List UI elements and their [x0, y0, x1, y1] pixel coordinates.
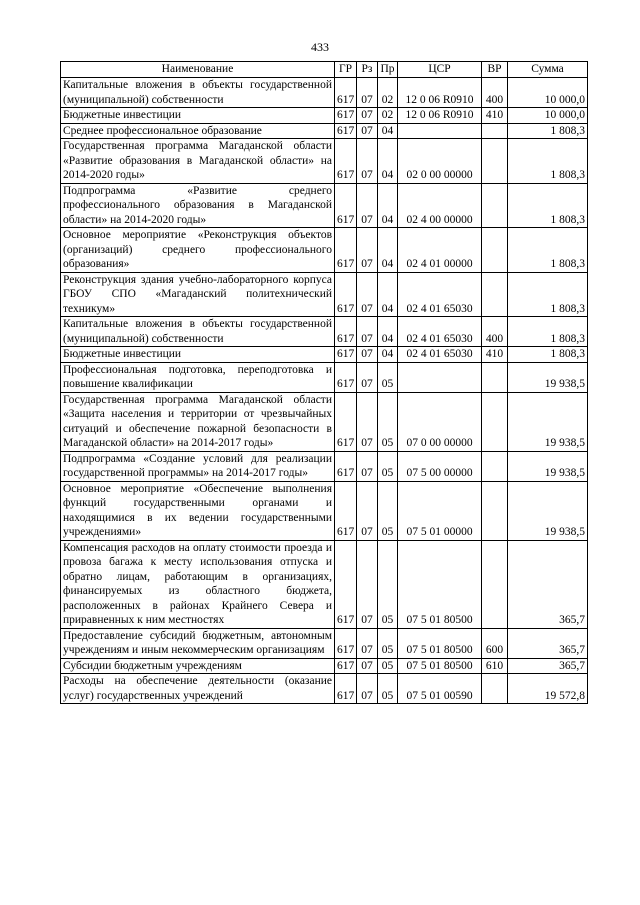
- cell-csr: 07 5 01 80500: [398, 540, 482, 628]
- cell-vr: [482, 362, 508, 392]
- cell-sum: 1 808,3: [508, 139, 588, 184]
- cell-sum: 10 000,0: [508, 78, 588, 108]
- cell-pr: 05: [378, 658, 398, 674]
- cell-rz: 07: [357, 78, 378, 108]
- cell-rz: 07: [357, 347, 378, 363]
- cell-sum: 1 808,3: [508, 272, 588, 317]
- table-row: [61, 228, 588, 273]
- cell-vr: 400: [482, 78, 508, 108]
- cell-csr: 02 4 01 65030: [398, 317, 482, 347]
- cell-vr: [482, 481, 508, 540]
- cell-csr: 02 4 01 65030: [398, 347, 482, 363]
- cell-vr: [482, 183, 508, 228]
- cell-gr: 617: [335, 139, 357, 184]
- cell-gr: 617: [335, 228, 357, 273]
- cell-vr: 410: [482, 347, 508, 363]
- header-rz: Рз: [357, 62, 378, 78]
- cell-rz: 07: [357, 392, 378, 451]
- cell-vr: [482, 228, 508, 273]
- cell-rz: 07: [357, 317, 378, 347]
- cell-rz: 07: [357, 674, 378, 704]
- cell-csr: 07 5 01 80500: [398, 628, 482, 658]
- cell-vr: [482, 392, 508, 451]
- cell-csr: 02 4 01 00000: [398, 228, 482, 273]
- cell-sum: 19 572,8: [508, 674, 588, 704]
- cell-csr: 07 5 01 00000: [398, 481, 482, 540]
- cell-vr: [482, 272, 508, 317]
- cell-rz: 07: [357, 272, 378, 317]
- table-row: [61, 139, 588, 184]
- cell-name: Основное мероприятие «Обеспечение выполнения функций государственными органами и находящимися в их ведении государственными учреждениями»: [61, 481, 335, 540]
- cell-gr: 617: [335, 540, 357, 628]
- cell-name: Субсидии бюджетным учреждениям: [61, 658, 335, 674]
- table-row: [61, 78, 588, 108]
- cell-rz: 07: [357, 362, 378, 392]
- cell-name: Подпрограмма «Развитие среднего профессионального образования в Магаданской области» на 2014-2020 годы»: [61, 183, 335, 228]
- cell-name: Бюджетные инвестиции: [61, 347, 335, 363]
- cell-sum: 19 938,5: [508, 481, 588, 540]
- cell-sum: 1 808,3: [508, 317, 588, 347]
- cell-gr: 617: [335, 451, 357, 481]
- header-sum: Сумма: [508, 62, 588, 78]
- cell-name: Подпрограмма «Создание условий для реализации государственной программы» на 2014-2017 годы»: [61, 451, 335, 481]
- cell-gr: 617: [335, 392, 357, 451]
- cell-pr: 04: [378, 139, 398, 184]
- cell-vr: 410: [482, 108, 508, 124]
- cell-vr: [482, 540, 508, 628]
- cell-gr: 617: [335, 183, 357, 228]
- cell-gr: 617: [335, 362, 357, 392]
- cell-gr: 617: [335, 628, 357, 658]
- cell-sum: 365,7: [508, 658, 588, 674]
- cell-rz: 07: [357, 183, 378, 228]
- table-row: [61, 674, 588, 704]
- cell-name: Государственная программа Магаданской области «Развитие образования в Магаданской области» на 2014-2020 годы»: [61, 139, 335, 184]
- cell-name: Расходы на обеспечение деятельности (оказание услуг) государственных учреждений: [61, 674, 335, 704]
- cell-vr: [482, 451, 508, 481]
- cell-sum: 1 808,3: [508, 183, 588, 228]
- cell-pr: 05: [378, 362, 398, 392]
- cell-csr: 02 4 00 00000: [398, 183, 482, 228]
- cell-vr: [482, 123, 508, 139]
- cell-rz: 07: [357, 540, 378, 628]
- cell-pr: 04: [378, 272, 398, 317]
- cell-rz: 07: [357, 123, 378, 139]
- cell-vr: 610: [482, 658, 508, 674]
- cell-sum: 1 808,3: [508, 228, 588, 273]
- cell-csr: 07 5 01 00590: [398, 674, 482, 704]
- cell-sum: 365,7: [508, 540, 588, 628]
- cell-name: Капитальные вложения в объекты государственной (муниципальной) собственности: [61, 317, 335, 347]
- table-row: [61, 392, 588, 451]
- page-number: 433: [311, 40, 329, 54]
- cell-gr: 617: [335, 317, 357, 347]
- table-row: [61, 123, 588, 139]
- cell-vr: 600: [482, 628, 508, 658]
- table-row: [61, 451, 588, 481]
- cell-pr: 04: [378, 317, 398, 347]
- cell-sum: 10 000,0: [508, 108, 588, 124]
- cell-rz: 07: [357, 628, 378, 658]
- table-row: [61, 481, 588, 540]
- table-row: [61, 317, 588, 347]
- cell-csr: 02 0 00 00000: [398, 139, 482, 184]
- cell-pr: 05: [378, 540, 398, 628]
- cell-vr: [482, 139, 508, 184]
- cell-sum: 19 938,5: [508, 362, 588, 392]
- cell-pr: 04: [378, 347, 398, 363]
- cell-name: Реконструкция здания учебно-лабораторного корпуса ГБОУ СПО «Магаданский политехнический техникум»: [61, 272, 335, 317]
- header-pr: Пр: [378, 62, 398, 78]
- cell-rz: 07: [357, 658, 378, 674]
- cell-rz: 07: [357, 108, 378, 124]
- cell-pr: 05: [378, 628, 398, 658]
- cell-gr: 617: [335, 481, 357, 540]
- cell-name: Компенсация расходов на оплату стоимости проезда и провоза багажа к месту использования отпуска и обратно лицам, работающим в организациях, финансируемых из областного бюджета, расположенных в районах Крайнего Севера и приравненных к ним местностях: [61, 540, 335, 628]
- cell-pr: 04: [378, 183, 398, 228]
- cell-name: Предоставление субсидий бюджетным, автономным учреждениям и иным некоммерческим организациям: [61, 628, 335, 658]
- cell-sum: 365,7: [508, 628, 588, 658]
- header-vr: ВР: [482, 62, 508, 78]
- cell-gr: 617: [335, 123, 357, 139]
- cell-name: Государственная программа Магаданской области «Защита населения и территории от чрезвычайных ситуаций и обеспечение пожарной безопасности в Магаданской области» на 2014-2017 годы»: [61, 392, 335, 451]
- table-row: [61, 347, 588, 363]
- cell-rz: 07: [357, 451, 378, 481]
- cell-pr: 05: [378, 481, 398, 540]
- cell-sum: 1 808,3: [508, 123, 588, 139]
- table-row: [61, 628, 588, 658]
- budget-table: [60, 61, 588, 704]
- cell-vr: 400: [482, 317, 508, 347]
- table-row: [61, 540, 588, 628]
- cell-pr: 05: [378, 451, 398, 481]
- cell-csr: 07 5 00 00000: [398, 451, 482, 481]
- header-csr: ЦСР: [398, 62, 482, 78]
- cell-name: Бюджетные инвестиции: [61, 108, 335, 124]
- cell-sum: 19 938,5: [508, 451, 588, 481]
- table-row: [61, 362, 588, 392]
- cell-name: Капитальные вложения в объекты государственной (муниципальной) собственности: [61, 78, 335, 108]
- cell-gr: 617: [335, 78, 357, 108]
- cell-gr: 617: [335, 108, 357, 124]
- table-row: [61, 658, 588, 674]
- cell-name: Профессиональная подготовка, переподготовка и повышение квалификации: [61, 362, 335, 392]
- cell-rz: 07: [357, 481, 378, 540]
- header-gr: ГР: [335, 62, 357, 78]
- cell-pr: 04: [378, 228, 398, 273]
- cell-gr: 617: [335, 674, 357, 704]
- table-header-row: [61, 62, 588, 78]
- cell-vr: [482, 674, 508, 704]
- cell-sum: 19 938,5: [508, 392, 588, 451]
- table-row: [61, 108, 588, 124]
- table-body: [61, 78, 588, 704]
- cell-sum: 1 808,3: [508, 347, 588, 363]
- cell-csr: 12 0 06 R0910: [398, 78, 482, 108]
- cell-csr: 07 5 01 80500: [398, 658, 482, 674]
- cell-rz: 07: [357, 139, 378, 184]
- cell-csr: [398, 123, 482, 139]
- header-name: Наименование: [61, 62, 335, 78]
- cell-name: Среднее профессиональное образование: [61, 123, 335, 139]
- cell-gr: 617: [335, 347, 357, 363]
- cell-rz: 07: [357, 228, 378, 273]
- cell-name: Основное мероприятие «Реконструкция объектов (организаций) среднего профессионального образования»: [61, 228, 335, 273]
- cell-gr: 617: [335, 658, 357, 674]
- table-row: [61, 272, 588, 317]
- cell-gr: 617: [335, 272, 357, 317]
- cell-csr: 07 0 00 00000: [398, 392, 482, 451]
- table-row: [61, 183, 588, 228]
- cell-pr: 05: [378, 674, 398, 704]
- cell-pr: 02: [378, 108, 398, 124]
- cell-pr: 05: [378, 392, 398, 451]
- cell-csr: [398, 362, 482, 392]
- cell-csr: 12 0 06 R0910: [398, 108, 482, 124]
- cell-pr: 04: [378, 123, 398, 139]
- cell-pr: 02: [378, 78, 398, 108]
- cell-csr: 02 4 01 65030: [398, 272, 482, 317]
